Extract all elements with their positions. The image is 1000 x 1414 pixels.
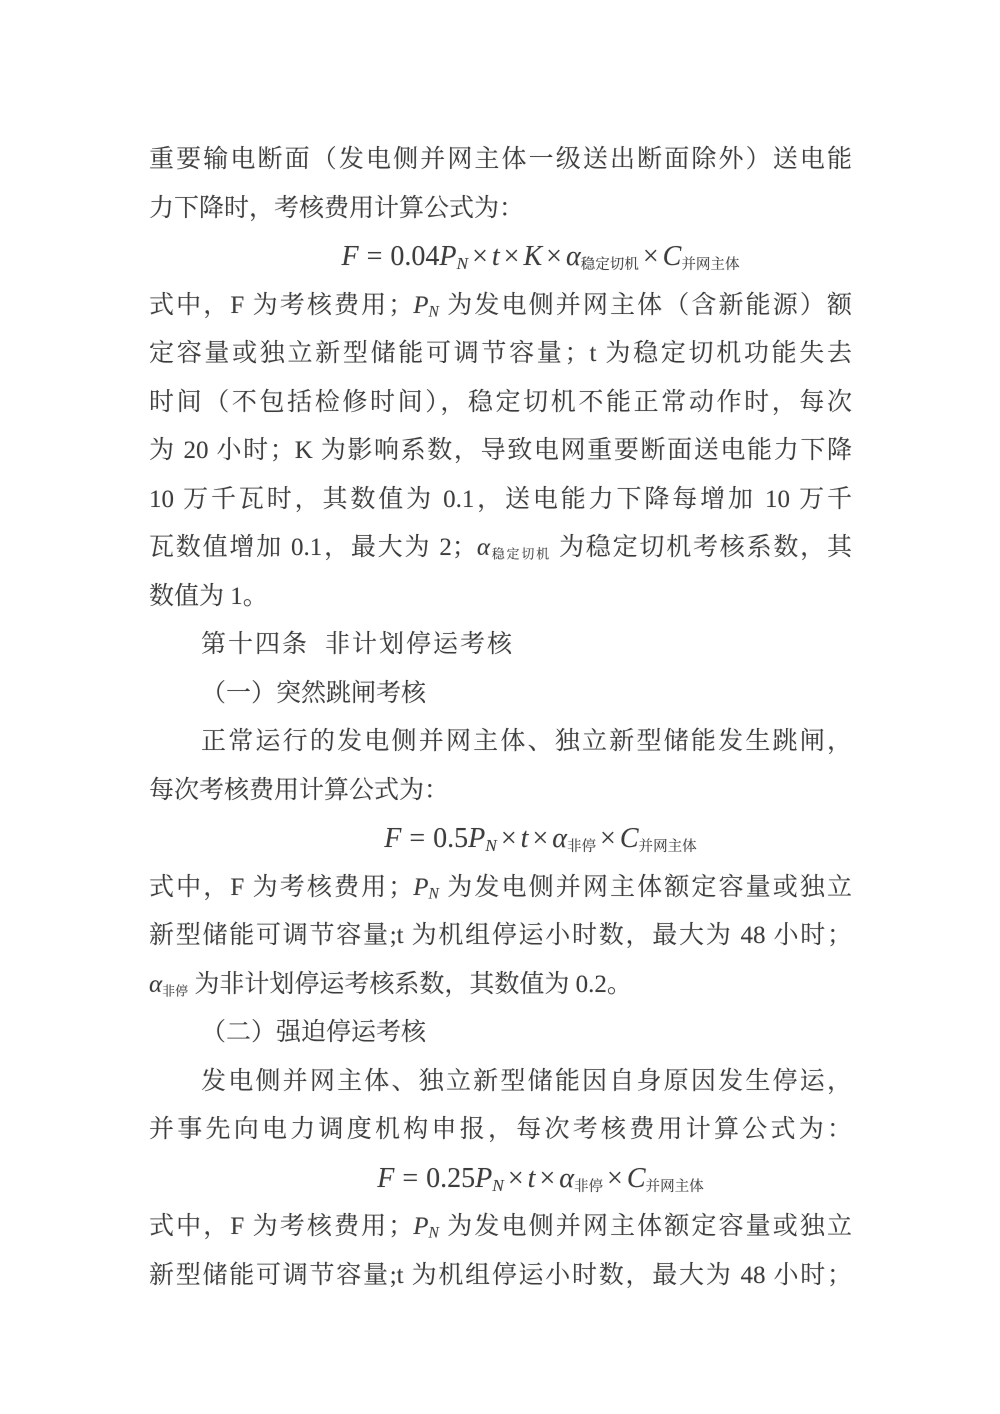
- formula-sudden-trip: [149, 815, 852, 864]
- math-var: α: [476, 534, 490, 561]
- text-run: 10 万千瓦时，其数值为 0.1，送电能力下降每增加 10 万千: [149, 485, 852, 513]
- math-var: t: [491, 241, 500, 272]
- math-subscript: N: [456, 253, 469, 273]
- math-operator: ×: [503, 241, 520, 272]
- math-subscript: N: [485, 835, 497, 855]
- text-run: 新型储能可调节容量;t 为机组停运小时数，最大为 48 小时；: [149, 922, 852, 949]
- text-run: 为发电侧并网主体（含新能源）额: [438, 291, 852, 319]
- math-var: C: [626, 1162, 646, 1194]
- text-run: 式中，F 为考核费用；: [149, 873, 414, 901]
- math-var: K: [523, 241, 543, 272]
- math-operator: ×: [539, 1162, 556, 1194]
- math-operator: ×: [500, 823, 517, 854]
- math-subscript: N: [428, 1224, 439, 1242]
- formula-forced-outage: [149, 1155, 852, 1204]
- math-operator: =: [402, 1162, 419, 1194]
- formula-stable-cut: [149, 233, 852, 282]
- text-run: （一）突然跳闸考核: [201, 679, 427, 707]
- text-run: 式中，F 为考核费用；: [149, 291, 414, 319]
- article-number: 第十四条: [201, 631, 310, 658]
- math-operator: ×: [532, 823, 549, 854]
- math-var: t: [527, 1162, 536, 1194]
- math-subscript: 非停: [573, 1178, 604, 1195]
- math-subscript: N: [492, 1175, 504, 1195]
- math-number: 0.5: [433, 823, 469, 854]
- text-run: 为 20 小时；K 为影响系数，导致电网重要断面送电能力下降: [149, 437, 852, 464]
- math-var: C: [619, 823, 639, 854]
- text-run: 每次考核费用计算公式为：: [149, 776, 450, 804]
- text-run: （二）强迫停运考核: [201, 1019, 427, 1046]
- text-line: [149, 524, 852, 573]
- subsection-heading: [149, 670, 852, 719]
- math-subscript: N: [428, 302, 439, 320]
- math-subscript: 并网主体: [681, 256, 740, 273]
- article-title: 非计划停运考核: [325, 631, 515, 658]
- article-heading: [149, 621, 852, 670]
- text-run: 为发电侧并网主体额定容量或独立: [438, 1213, 852, 1240]
- math-var: α: [565, 241, 581, 272]
- text-run: 新型储能可调节容量;t 为机组停运小时数，最大为 48 小时；: [149, 1261, 852, 1289]
- text-line: [149, 476, 852, 525]
- text-line: [149, 136, 852, 185]
- math-subscript: 并网主体: [645, 1178, 704, 1195]
- text-run: 为非计划停运考核系数，其数值为 0.2。: [188, 970, 632, 998]
- math-subscript: 非停: [162, 982, 189, 998]
- math-number: 0.04: [390, 241, 440, 272]
- text-line: [149, 718, 852, 767]
- math-subscript: 非停: [566, 838, 597, 855]
- text-line: [149, 185, 852, 234]
- math-var: F: [384, 823, 402, 854]
- text-line: [149, 912, 852, 961]
- math-operator: =: [409, 823, 426, 854]
- math-var: α: [552, 823, 567, 854]
- math-subscript: 稳定切机: [580, 256, 639, 273]
- math-var: P: [475, 1162, 493, 1194]
- math-var: F: [341, 241, 359, 272]
- text-line: [149, 1252, 852, 1301]
- math-var: t: [520, 823, 529, 854]
- math-subscript: 稳定切机: [489, 546, 551, 562]
- subsection-heading: [149, 1009, 852, 1058]
- text-line: [149, 379, 852, 428]
- text-line: [149, 961, 852, 1010]
- math-subscript: N: [428, 884, 439, 902]
- text-line: [149, 282, 852, 331]
- math-operator: ×: [546, 241, 562, 272]
- math-var: P: [413, 873, 429, 901]
- math-var: F: [377, 1162, 395, 1194]
- text-run: 定容量或独立新型储能可调节容量；t 为稳定切机功能失去: [149, 340, 852, 367]
- text-line: [149, 864, 852, 913]
- math-var: P: [439, 241, 457, 272]
- text-run: 时间（不包括检修时间），稳定切机不能正常动作时，每次: [149, 388, 852, 416]
- document-body: [149, 136, 852, 1300]
- text-run: 为稳定切机考核系数，其: [550, 534, 852, 561]
- text-run: 发电侧并网主体、独立新型储能因自身原因发生停运，: [201, 1067, 852, 1095]
- text-run: 正常运行的发电侧并网主体、独立新型储能发生跳闸，: [201, 728, 852, 755]
- text-run: 式中，F 为考核费用；: [149, 1213, 414, 1240]
- text-run: 并事先向电力调度机构申报，每次考核费用计算公式为：: [149, 1116, 852, 1143]
- text-line: [149, 427, 852, 476]
- math-number: 0.25: [426, 1162, 476, 1194]
- math-subscript: 并网主体: [638, 838, 697, 855]
- text-line: [149, 767, 852, 816]
- text-run: 力下降时，考核费用计算公式为：: [149, 194, 525, 222]
- text-line: [149, 330, 852, 379]
- text-run: 为发电侧并网主体额定容量或独立: [438, 873, 852, 901]
- text-line: [149, 573, 852, 622]
- math-operator: ×: [607, 1162, 623, 1194]
- text-line: [149, 1106, 852, 1155]
- text-line: [149, 1058, 852, 1107]
- math-var: C: [662, 241, 682, 272]
- math-var: P: [468, 823, 486, 854]
- math-operator: ×: [600, 823, 616, 854]
- text-run: 重要输电断面（发电侧并网主体一级送出断面除外）送电能: [149, 146, 852, 173]
- math-var: P: [413, 1213, 429, 1240]
- text-line: [149, 1203, 852, 1252]
- math-operator: ×: [507, 1162, 524, 1194]
- math-var: α: [559, 1162, 574, 1194]
- math-operator: ×: [642, 241, 659, 272]
- math-var: α: [149, 970, 163, 998]
- text-run: 数值为 1。: [149, 582, 268, 610]
- math-operator: =: [366, 241, 383, 272]
- text-run: 瓦数值增加 0.1，最大为 2；: [149, 534, 477, 561]
- math-operator: ×: [472, 241, 488, 272]
- math-var: P: [413, 291, 429, 319]
